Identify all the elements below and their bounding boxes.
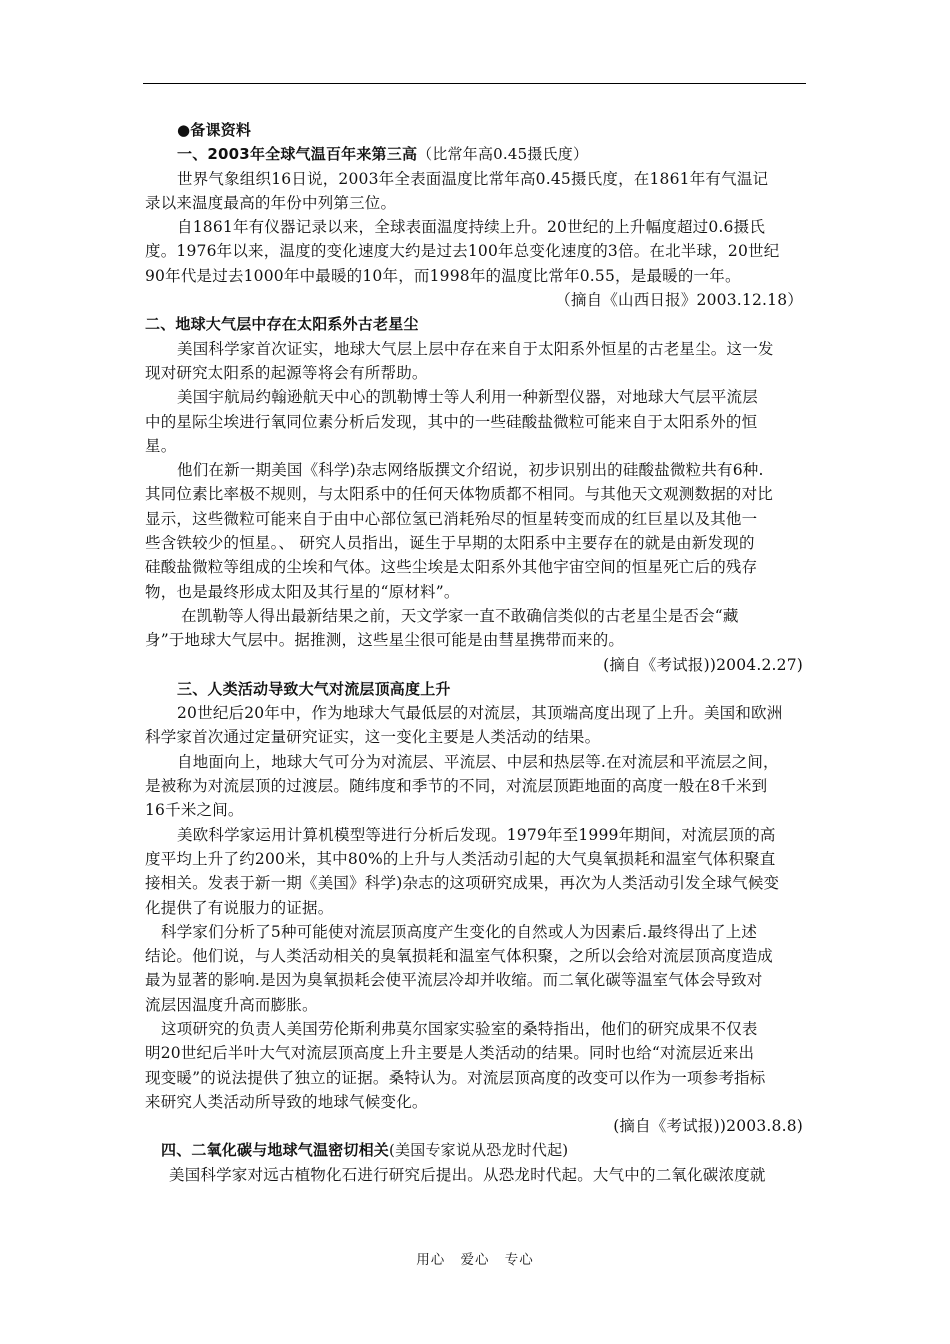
paragraph-line: 物，也是最终形成太阳及其行星的“原材料”。 (145, 582, 460, 601)
s2-source: (摘自《考试报))2004.2.27) (603, 655, 803, 674)
paragraph-line: 明20世纪后半叶大气对流层顶高度上升主要是人类活动的结果。同时也给“对流层近来出 (145, 1044, 755, 1063)
section-heading: ●备课资料 (177, 121, 252, 139)
paragraph-line: 硅酸盐微粒等组成的尘埃和气体。这些尘埃是太阳系外其他宇宙空间的恒星死亡后的残存 (145, 558, 758, 577)
paragraph-line: 90年代是过去1000年中最暖的10年，而1998年的温度比常年0.55，是最暖的一年。 (145, 266, 741, 285)
paragraph-line: 显示，这些微粒可能来自于由中心部位氢已消耗殆尽的恒星转变而成的红巨星以及其他一 (145, 509, 758, 528)
paragraph-line: 现变暖”的说法提供了独立的证据。桑特认为。对流层顶高度的改变可以作为一项参考指标 (145, 1068, 766, 1087)
paragraph-line: 现对研究太阳系的起源等将会有所帮助。 (145, 363, 428, 382)
paragraph-line: 在凯勒等人得出最新结果之前，天文学家一直不敢确信类似的古老星尘是否会“藏 (181, 606, 739, 625)
paragraph-line: 他们在新一期美国《科学)杂志网络版撰文介绍说，初步识别出的硅酸盐微粒共有6种. (177, 461, 764, 480)
paragraph-line: 自地面向上，地球大气可分为对流层、平流层、中层和热层等.在对流层和平流层之间， (177, 752, 779, 771)
paragraph-line: 其同位素比率极不规则，与太阳系中的任何天体物质都不相同。与其他天文观测数据的对比 (145, 485, 774, 504)
s4-title: 四、二氧化碳与地球气温密切相关 (161, 1141, 390, 1160)
paragraph-line: 美国宇航局约翰逊航天中心的凯勒博士等人利用一种新型仪器，对地球大气层平流层 (177, 388, 758, 407)
paragraph-line: 中的星际尘埃进行氧同位素分析后发现，其中的一些硅酸盐微粒可能来自于太阳系外的恒 (145, 412, 758, 431)
s1-title: 一、2003年全球气温百年来第三高 (177, 145, 418, 164)
paragraph-line: 科学家们分析了5种可能使对流层顶高度产生变化的自然或人为因素后.最终得出了上述 (161, 922, 758, 941)
paragraph-line: 录以来温度最高的年份中列第三位。 (145, 193, 397, 212)
paragraph-line: 这项研究的负责人美国劳伦斯利弗莫尔国家实验室的桑特指出，他们的研究成果不仅表 (161, 1019, 758, 1038)
paragraph-line: 结论。他们说，与人类活动相关的臭氧损耗和温室气体积聚，之所以会给对流层顶高度造成 (145, 947, 774, 966)
paragraph-line: 化提供了有说服力的证据。 (145, 898, 334, 917)
s1-source: （摘自《山西日报》2003.12.18） (555, 291, 803, 310)
page-footer: 用心 爱心 专心 (416, 1252, 534, 1268)
paragraph-line: 度。1976年以来，温度的变化速度大约是过去100年总变化速度的3倍。在北半球，20世纪 (145, 242, 780, 261)
paragraph-line: 身”于地球大气层中。据推测，这些星尘很可能是由彗星携带而来的。 (145, 631, 625, 650)
paragraph-line: 20世纪后20年中，作为地球大气最低层的对流层，其顶端高度出现了上升。美国和欧洲 (177, 704, 783, 723)
header-rule (143, 83, 806, 84)
s3-title: 三、人类活动导致大气对流层顶高度上升 (177, 679, 451, 698)
paragraph-line: 美欧科学家运用计算机模型等进行分析后发现。1979年至1999年期间，对流层顶的高 (177, 825, 776, 844)
s3-source: (摘自《考试报))2003.8.8) (613, 1117, 803, 1136)
paragraph-line: 16千米之间。 (145, 801, 244, 820)
s1-title-note: （比常年高0.45摄氏度） (417, 145, 589, 164)
paragraph-line: 些含铁较少的恒星。、 研究人员指出，诞生于早期的太阳系中主要存在的就是由新发现的 (145, 534, 755, 553)
s4-heading (145, 1138, 807, 1162)
paragraph-line: 流层因温度升高而膨胀。 (145, 995, 318, 1014)
paragraph-line: 度平均上升了约200米，其中80%的上升与人类活动引起的大气臭氧损耗和温室气体积聚直 (145, 849, 776, 868)
paragraph-line: 来研究人类活动所导致的地球气候变化。 (145, 1092, 428, 1111)
s4-title-note: (美国专家说从恐龙时代起) (389, 1141, 569, 1160)
paragraph-line: 是被称为对流层顶的过渡层。随纬度和季节的不同，对流层顶距地面的高度一般在8千米到 (145, 777, 768, 796)
s2-title: 二、地球大气层中存在太阳系外古老星尘 (145, 315, 419, 334)
document-body (145, 118, 807, 1187)
paragraph-line: 最为显著的影响.是因为臭氧损耗会使平流层冷却并收缩。而二氧化碳等温室气体会导致对 (145, 971, 763, 990)
paragraph-line: 接相关。发表于新一期《美国》科学)杂志的这项研究成果，再次为人类活动引发全球气候变 (145, 874, 780, 893)
paragraph-line: 美国科学家对远古植物化石进行研究后提出。从恐龙时代起。大气中的二氧化碳浓度就 (169, 1165, 766, 1184)
paragraph-line: 星。 (145, 436, 177, 455)
s1-heading (145, 142, 807, 166)
paragraph-line: 世界气象组织16日说，2003年全表面温度比常年高0.45摄氏度，在1861年有气温记 (177, 169, 769, 188)
paragraph-line: 科学家首次通过定量研究证实，这一变化主要是人类活动的结果。 (145, 728, 601, 747)
paragraph-line: 自1861年有仪器记录以来，全球表面温度持续上升。20世纪的上升幅度超过0.6摄氏 (177, 218, 766, 237)
paragraph-line: 美国科学家首次证实，地球大气层上层中存在来自于太阳系外恒星的古老星尘。这一发 (177, 339, 774, 358)
